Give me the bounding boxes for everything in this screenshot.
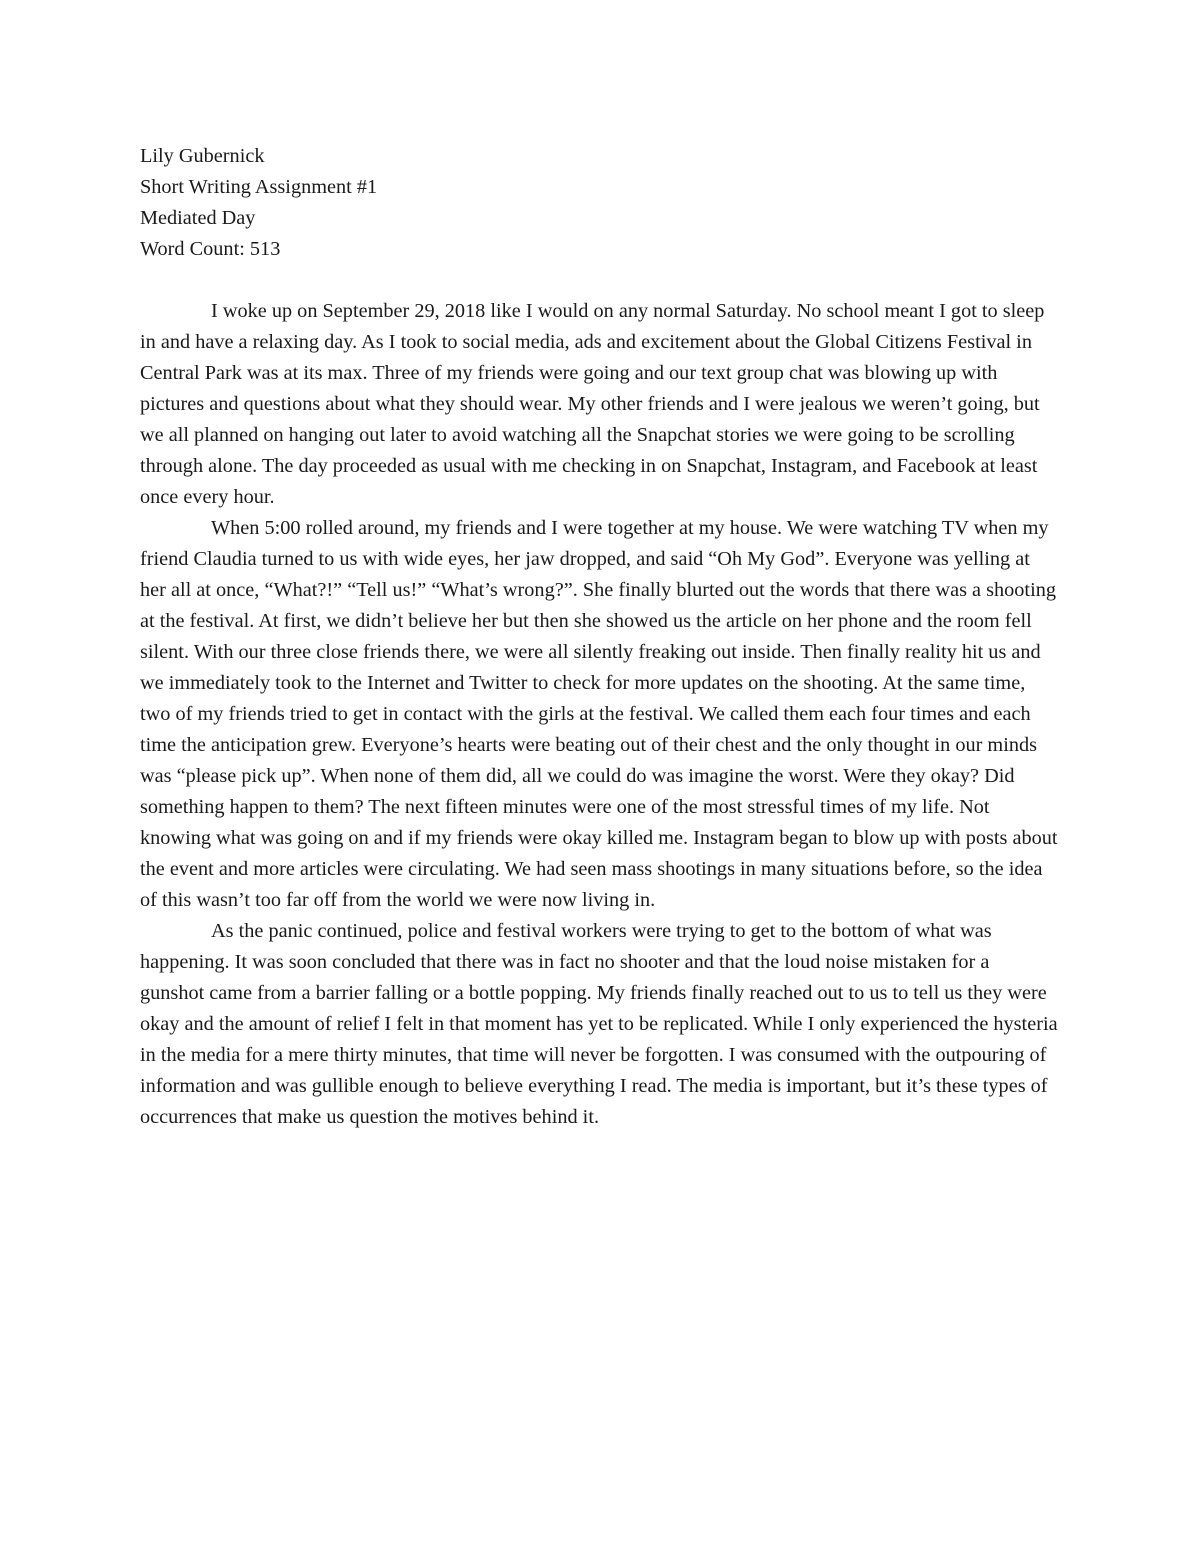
assignment-title: Short Writing Assignment #1	[140, 176, 378, 198]
header-spacer	[140, 265, 1058, 296]
document-body	[140, 141, 1058, 1133]
paragraph-1: I woke up on September 29, 2018 like I would on any normal Saturday. No school meant I got to sleep in and have a relaxing day. As I took to social media, ads and excitement about the Global Citizens Festival in Central Park was at its max. Three of my friends were going and our text group chat was blowing up with pictures and questions about what they should wear. My other friends and I were jealous we weren’t going, but we all planned on hanging out later to avoid watching all the Snapchat stories we were going to be scrolling through alone. The day proceeded as usual with me checking in on Snapchat, Instagram, and Facebook at least once every hour.	[140, 300, 1045, 508]
paragraph-2: When 5:00 rolled around, my friends and I were together at my house. We were watching TV when my friend Claudia turned to us with wide eyes, her jaw dropped, and said “Oh My God”. Everyone was yelling at her all at once, “What?!” “Tell us!” “What’s wrong?”. She finally blurted out the words that there was a shooting at the festival. At first, we didn’t believe her but then she showed us the article on her phone and the room fell silent. With our three close friends there, we were all silently freaking out inside. Then finally reality hit us and we immediately took to the Internet and Twitter to check for more updates on the shooting. At the same time, two of my friends tried to get in contact with the girls at the festival. We called them each four times and each time the anticipation grew. Everyone’s hearts were beating out of their chest and the only thought in our minds was “please pick up”. When none of them did, all we could do was imagine the worst. Were they okay? Did something happen to them? The next fifteen minutes were one of the most stressful times of my life. Not knowing what was going on and if my friends were okay killed me. Instagram began to blow up with posts about the event and more articles were circulating. We had seen mass shootings in many situations before, so the idea of this wasn’t too far off from the world we were now living in.	[140, 517, 1058, 911]
assignment-topic: Mediated Day	[140, 207, 256, 229]
word-count: Word Count: 513	[140, 238, 281, 260]
author-name: Lily Gubernick	[140, 145, 265, 167]
paragraph-3: As the panic continued, police and festival workers were trying to get to the bottom of what was happening. It was soon concluded that there was in fact no shooter and that the loud noise mistaken for a gunshot came from a barrier falling or a bottle popping. My friends finally reached out to us to tell us they were okay and the amount of relief I felt in that moment has yet to be replicated. While I only experienced the hysteria in the media for a mere thirty minutes, that time will never be forgotten. I was consumed with the outpouring of information and was gullible enough to believe everything I read. The media is important, but it’s these types of occurrences that make us question the motives behind it.	[140, 920, 1058, 1128]
